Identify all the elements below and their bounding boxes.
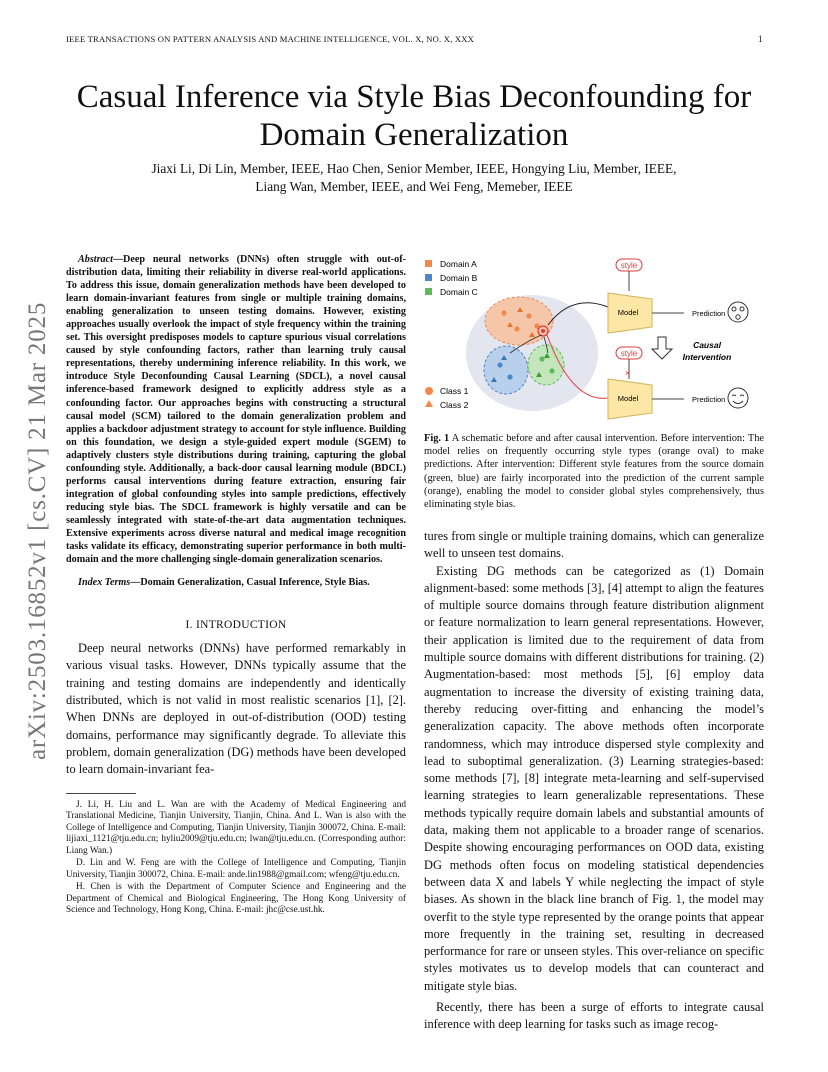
index-terms-text: —Domain Generalization, Casual Inference, Style Bias. xyxy=(130,577,370,589)
legend-triangle-icon xyxy=(425,400,433,407)
figure-1-schematic xyxy=(422,253,768,423)
domain-c-cluster xyxy=(528,345,564,385)
legend-swatch-domain-c xyxy=(425,288,432,295)
svg-text:style: style xyxy=(620,261,638,270)
legend-class-2: Class 2 xyxy=(440,400,469,410)
figure-1-caption-text: A schematic before and after causal intervention. Before intervention: The model relies on frequently occurring style types (orange oval) to make predictions. After intervention: Different style features from the source domain (green, blue) are fairly incorporated into the prediction of the current sample (orange), enabling the model to consider global styles comprehensively, thus eliminating style bias. xyxy=(424,433,764,511)
legend-swatch-domain-b xyxy=(425,274,432,281)
legend-class-1: Class 1 xyxy=(440,386,469,396)
page-number: 1 xyxy=(758,34,763,44)
intro-paragraph-3: Recently, there has been a surge of efforts to integrate causal inference with deep learning for tasks such as image recog- xyxy=(424,1000,764,1032)
svg-text:Prediction: Prediction xyxy=(692,395,726,404)
running-header: IEEE TRANSACTIONS ON PATTERN ANALYSIS AND MACHINE INTELLIGENCE, VOL. X, NO. X, XXX xyxy=(66,34,475,44)
intro-paragraph-1: Deep neural networks (DNNs) have performed remarkably in various visual tasks. However, DNNs typically assume that the training and testing domains are independently and identically distributed, which is not valid in most realistic scenarios [1], [2]. When DNNs are deployed in out-of-distribution (OOD) testing domains, performance may significantly degrade. To alleviate this problem, domain generalization (DG) methods have been developed to learn domain-invariant fea- xyxy=(66,641,406,777)
svg-text:Prediction: Prediction xyxy=(692,309,726,318)
authors-line-1: Jiaxi Li, Di Lin, Member, IEEE, Hao Chen, Senior Member, IEEE, Hongying Liu, Member, IEEE, xyxy=(151,161,677,176)
svg-text:Intervention: Intervention xyxy=(682,352,732,362)
footnote-affiliation-1: J. Li, H. Liu and L. Wan are with the Academy of Medical Engineering and Translational Medicine, Tianjin University, Tianjin, China. And L. Wan is also with the College of Intelligence and Computing, Tianjin University, Tianjin 300072, China. E-mail: lijiaxi_1121@tju.edu.cn; hyliu2009@tju.edu.cn; lwan@tju.edu.cn. (Corresponding author: Liang Wan.) xyxy=(66,799,406,856)
section-heading-introduction: I. INTRODUCTION xyxy=(185,619,287,632)
svg-text:Model: Model xyxy=(617,394,639,403)
arxiv-watermark: arXiv:2503.16852v1 [cs.CV] 21 Mar 2025 xyxy=(24,301,51,760)
intervention-arrow-icon xyxy=(652,337,672,359)
figure-1-caption xyxy=(424,432,764,511)
left-column xyxy=(66,253,406,918)
intro-paragraph-1-continued: tures from single or multiple training domains, which can generalize well to unseen test domains. xyxy=(424,529,764,561)
author-list xyxy=(90,160,738,196)
right-column xyxy=(424,528,764,1034)
footnote-affiliation-3: H. Chen is with the Department of Computer Science and Engineering and the Department of Chemical and Biological Engineering, The Hong Kong University of Science and Technology, Hong Kong, China. E-mail: jhc@cse.ust.hk. xyxy=(66,882,406,916)
domain-b-cluster xyxy=(484,346,528,394)
abstract-lead: Abstract xyxy=(78,254,113,265)
figure-1-svg xyxy=(422,253,768,423)
svg-text:×: × xyxy=(625,368,631,378)
legend-circle-icon xyxy=(425,387,433,395)
footnote-divider xyxy=(66,793,136,794)
legend-domain-b: Domain B xyxy=(440,273,478,283)
figure-1-caption-lead: Fig. 1 xyxy=(424,433,450,444)
authors-line-2: Liang Wan, Member, IEEE, and Wei Feng, Memeber, IEEE xyxy=(255,179,573,194)
abstract-text: —Deep neural networks (DNNs) often struggle with out-of-distribution data, limiting their reliability in diverse real-world applications. To address this issue, domain generalization methods have been developed to learn domain-invariant features from single or multiple training domains, enabling generalization to unseen testing domains. However, existing approaches usually overlook the impact of style frequency within the training set. This oversight predisposes models to capture spurious visual correlations caused by style confounding factors, rather than learning truly causal representations, thereby undermining inference reliability. In this work, we introduce Style Deconfounding Causal Learning (SDCL), a novel causal inference-based framework designed to explicitly address style as a confounding factor. Our approaches begins with constructing a structural causal model (SCM) tailored to the domain generalization problem and applies a backdoor adjustment strategy to account for style influence. Building on this foundation, we design a style-guided expert module (SGEM) to adaptively clusters style distributions during training, capturing the global confounding style. Additionally, a back-door causal learning module (BDCL) performs causal interventions during feature extraction, ensuring fair integration of global confounding styles into sample predictions, effectively reducing style bias. The SDCL framework is highly versatile and can be seamlessly integrated with state-of-the-art data augmentation techniques. Extensive experiments across diverse natural and medical image recognition tasks validate its efficacy, demonstrating superior performance in both multi-domain and the more challenging single-domain generalization scenarios. xyxy=(66,254,406,566)
intro-paragraph-2: Existing DG methods can be categorized as (1) Domain alignment-based: some methods [3], [4] attempt to align the features of multiple source domains through feature distribution alignment or feature normalization to learn general representations. However, their application is limited due to the requirement of data from multiple source domains with different distributions for training. (2) Augmentation-based: most methods [5], [6] employ data augmentation to increase the diversity of existing training data, thereby reducing over-fitting and enhancing the model’s generalization capacity. The above methods often incorporate randomness, which may introduce dispersed style complexity and lead to suboptimal generalization. (3) Learning strategies-based: some methods [7], [8] integrate meta-learning and self-supervised learning strategies to learn generalizable representations. These methods typically require domain labels and substantial amounts of data, making them not applicable to a broader range of scenarios. Despite showing encouraging performances on OOD data, existing DG methods often focus on modeling statistical dependencies between data X and labels Y while neglecting the impact of style biases. As shown in the black line branch of Fig. 1, the model may overfit to the style type represented by the orange points that appear more frequently in the training set, resulting in decreased performance for rare or unseen styles. This over-reliance on specific styles motivates us to develop models that can counteract and mitigate style bias. xyxy=(424,563,764,993)
abstract xyxy=(66,253,406,566)
svg-text:style: style xyxy=(620,349,638,358)
paper-title: Casual Inference via Style Bias Deconfounding for Domain Generalization xyxy=(76,79,752,153)
legend-domain-c: Domain C xyxy=(440,287,478,297)
domain-a-cluster xyxy=(485,297,553,345)
happy-face-icon xyxy=(728,388,748,408)
legend-swatch-domain-a xyxy=(425,260,432,267)
svg-text:Model: Model xyxy=(617,308,639,317)
svg-text:Causal: Causal xyxy=(693,340,721,350)
footnote-affiliation-2: D. Lin and W. Feng are with the College of Intelligence and Computing, Tianjin University, Tianjin 300072, China. E-mail: ande.lin1988@gmail.com; wfeng@tju.edu.cn. xyxy=(66,858,406,880)
index-terms xyxy=(66,576,406,589)
index-terms-lead: Index Terms xyxy=(78,577,131,589)
legend-domain-a: Domain A xyxy=(440,259,477,269)
